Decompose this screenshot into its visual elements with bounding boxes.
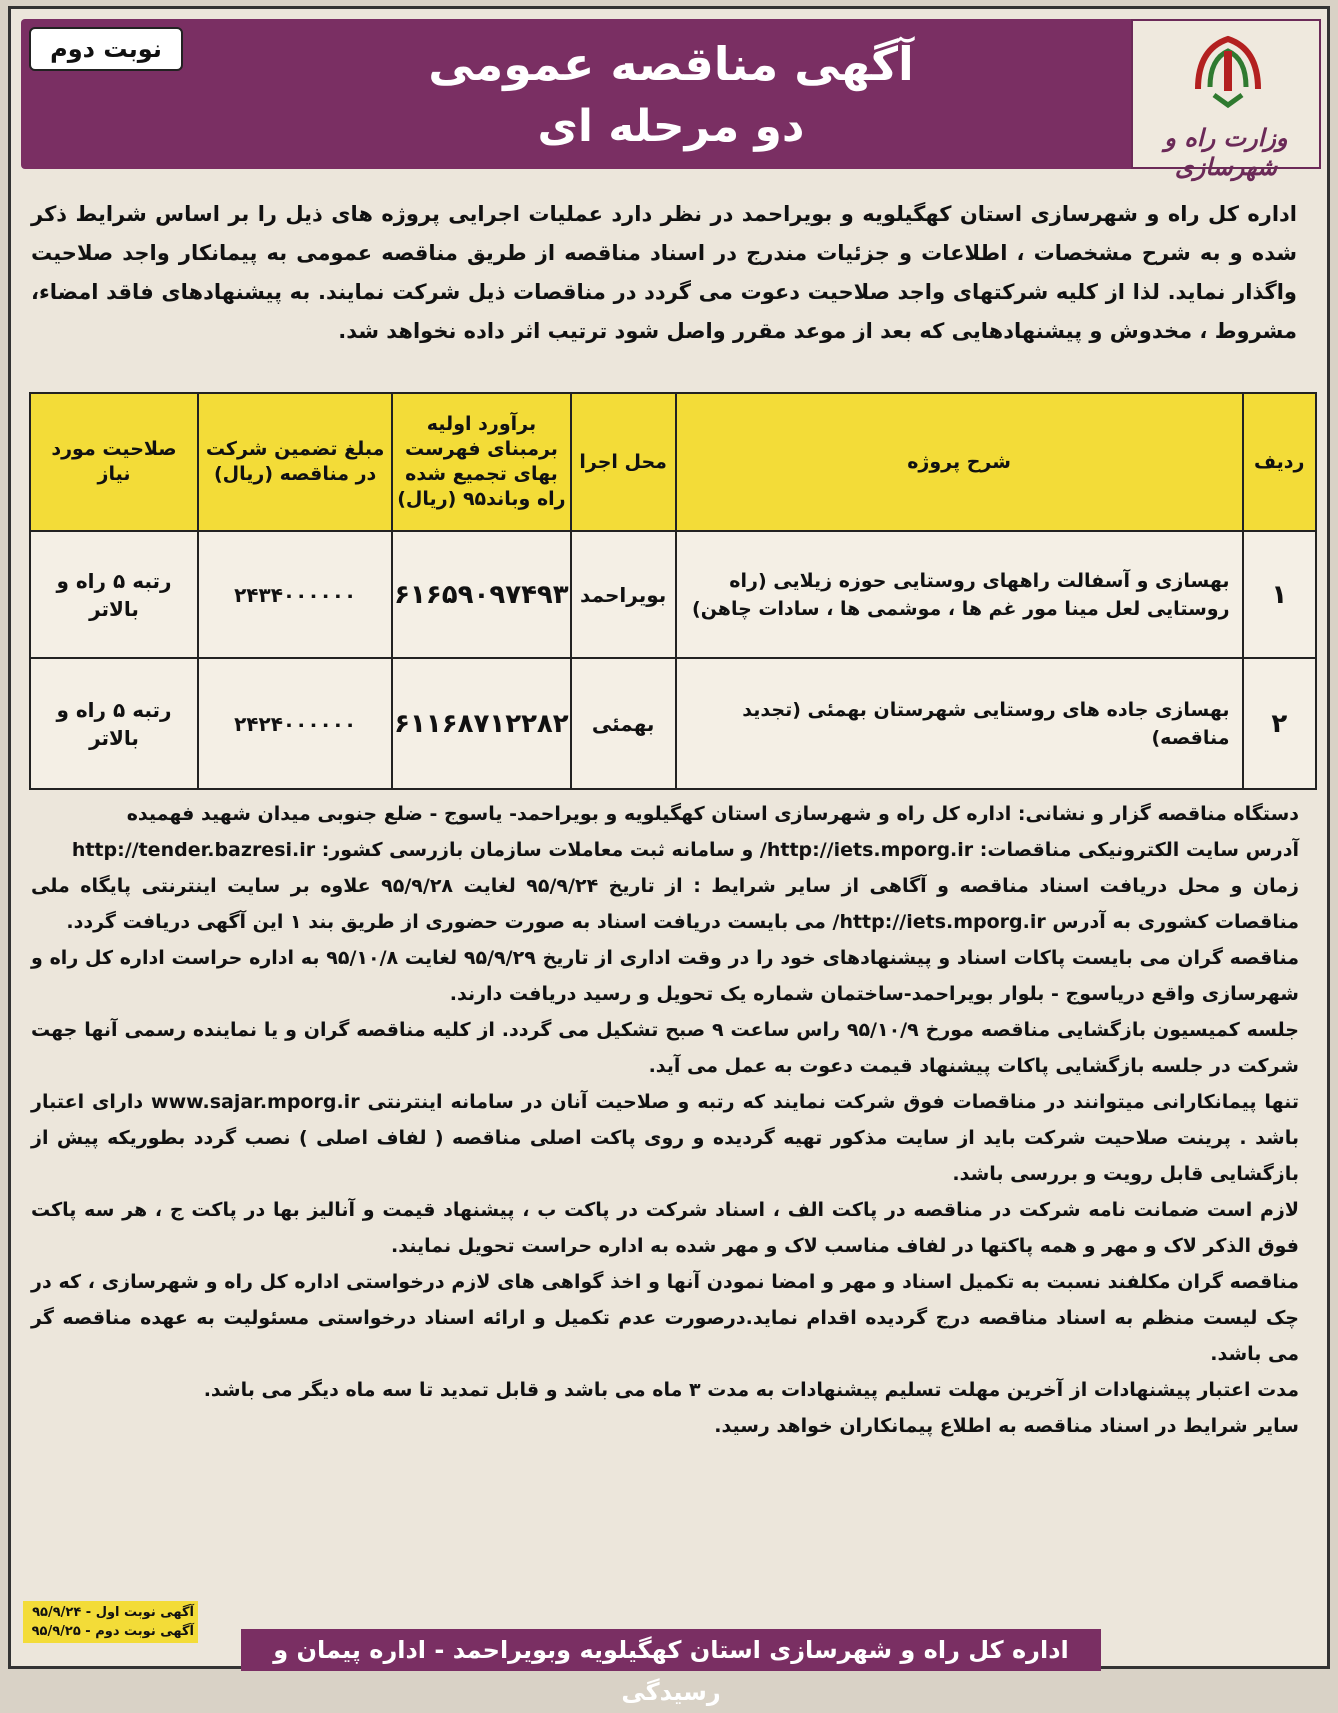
header-banner	[21, 19, 1321, 181]
paragraph-opening-session: جلسه کمیسیون بازگشایی مناقصه مورخ ۹۵/۱۰/۹ راس ساعت ۹ صبح تشکیل می گردد. از کلیه مناقصه گران و یا نماینده رسمی آنها جهت شرکت در جلسه بازگشایی پاکات پیشنهاد قیمت دعوت به عمل می آید.	[31, 1019, 1299, 1077]
paragraph-validity: مدت اعتبار پیشنهادات از آخرین مهلت تسلیم پیشنهادات به مدت ۳ ماه می باشد و قابل تمدید تا سه ماه دیگر می باشد.	[203, 1379, 1299, 1401]
paragraph-submission: مناقصه گران می بایست پاکات اسناد و پیشنهادهای خود را در وقت اداری از تاریخ ۹۵/۹/۲۹ لغایت ۹۵/۱۰/۸ به اداره حراست اداره کل راه و شهرسازی واقع دریاسوج - بلوار بویراحمد-ساختمان شماره یک تحویل و رسید دریافت دارند.	[31, 947, 1299, 1005]
cell-description: بهسازی جاده های روستایی شهرستان بهمئی (تجدید مناقصه)	[676, 658, 1243, 789]
paragraph-other-conditions: سایر شرایط در اسناد مناقصه به اطلاع پیمانکاران خواهد رسید.	[714, 1415, 1299, 1437]
cell-description: بهسازی و آسفالت راههای روستایی حوزه زیلایی (راه روستایی لعل مینا مور غم ها ، موشمی ها ، سادات چاهن)	[676, 531, 1243, 658]
col-header-row-number: ردیف	[1243, 393, 1316, 531]
cell-row-number: ۲	[1243, 658, 1316, 789]
publication-dates	[23, 1601, 198, 1643]
first-publication-date: آگهی نوبت اول - ۹۵/۹/۲۴	[32, 1605, 194, 1620]
cell-guarantee: ۲۴۳۴۰۰۰۰۰۰	[198, 531, 392, 658]
paragraph-websites: آدرس سایت الکترونیکی مناقصات: http://iets.mporg.ir/ و سامانه ثبت معاملات سازمان بازرسی کشور: http://tender.bazresi.ir	[71, 839, 1299, 861]
col-header-location: محل اجرا	[571, 393, 676, 531]
ministry-logo-box	[1131, 19, 1321, 181]
cell-estimate: ۶۱۶۵۹۰۹۷۴۹۳	[392, 531, 570, 658]
cell-row-number: ۱	[1243, 531, 1316, 658]
col-header-qualification: صلاحیت مورد نیاز	[30, 393, 198, 531]
paragraph-eligibility: تنها پیمانکارانی میتوانند در مناقصات فوق شرکت نمایند که رتبه و صلاحیت آنان در سامانه اینترنتی www.sajar.mporg.ir دارای اعتبار باشد . پرینت صلاحیت شرکت باید از سایت مذکور تهیه گردیده و روی پاکت اصلی مناقصه ( لفاف اصلی ) نصب گردد بطوریکه پیش از بازگشایی قابل رویت و بررسی باشد.	[31, 1091, 1299, 1185]
cell-location: بهمئی	[571, 658, 676, 789]
col-header-description: شرح پروژه	[676, 393, 1243, 531]
cell-qualification: رتبه ۵ راه و بالاتر	[30, 658, 198, 789]
iran-emblem-icon	[1188, 29, 1268, 109]
table-row	[30, 658, 1316, 789]
cell-guarantee: ۲۴۲۴۰۰۰۰۰۰	[198, 658, 392, 789]
footer-bar: اداره کل راه و شهرسازی استان کهگیلویه وبویراحمد - اداره پیمان و رسیدگی	[241, 1629, 1101, 1671]
paragraph-obligations: مناقصه گران مکلفند نسبت به تکمیل اسناد و مهر و امضا نمودن آنها و اخذ گواهی های لازم درخواستی اداره کل راه و شهرسازی ، که در چک لیست منظم به اسناد مناقصه درج گردیده اقدام نماید.درصورت عدم تکمیل و ارائه اسناد درخواستی مسئولیت به عهده مناقصه گر می باشد.	[31, 1271, 1299, 1365]
paragraph-documents-time: زمان و محل دریافت اسناد مناقصه و آگاهی از سایر شرایط : از تاریخ ۹۵/۹/۲۴ لغایت ۹۵/۹/۲۸ علاوه بر سایت اینترنتی پایگاه ملی مناقصات کشوری به آدرس http://iets.mporg.ir/ می بایست دریافت اسناد به صورت حضوری از طریق بند ۱ این آگهی دریافت گردد.	[31, 875, 1299, 933]
conditions-text	[31, 796, 1299, 1444]
cell-estimate: ۶۱۱۶۸۷۱۲۲۸۲	[392, 658, 570, 789]
intro-paragraph: اداره کل راه و شهرسازی استان کهگیلویه و بویراحمد در نظر دارد عملیات اجرایی پروژه های ذیل را بر اساس شرایط ذکر شده و به شرح مشخصات ، اطلاعات و جزئیات مندرج در اسناد مناقصه از طریق مناقصه عمومی به پیمانکار واجد صلاحیت واگذار نماید. لذا از کلیه شرکتهای واجد صلاحیت دعوت می گردد در مناقصات ذیل شرکت نمایند. به پیشنهادهای فاقد امضاء، مشروط ، مخدوش و پیشنهادهایی که بعد از موعد مقرر واصل شود ترتیب اثر داده نخواهد شد.	[31, 202, 1297, 343]
notice-subtitle: دو مرحله ای	[537, 101, 805, 152]
col-header-guarantee: مبلغ تضمین شرکت در مناقصه (ریال)	[198, 393, 392, 531]
table-row	[30, 531, 1316, 658]
projects-table	[29, 392, 1317, 790]
cell-location: بویراحمد	[571, 531, 676, 658]
notice-title: آگهی مناقصه عمومی	[428, 37, 914, 91]
tender-notice-page	[8, 6, 1330, 1706]
cell-qualification: رتبه ۵ راه و بالاتر	[30, 531, 198, 658]
table-header-row	[30, 393, 1316, 531]
second-publication-date: آگهی نوبت دوم - ۹۵/۹/۲۵	[31, 1624, 194, 1639]
ministry-name: وزارت راه و شهرسازی	[1164, 123, 1288, 181]
paragraph-organizer: دستگاه مناقصه گزار و نشانی: اداره کل راه و شهرسازی استان کهگیلویه و بویراحمد- یاسوج - ضلع جنوبی میدان شهید فهمیده	[126, 803, 1299, 825]
paragraph-envelopes: لازم است ضمانت نامه شرکت در مناقصه در پاکت الف ، اسناد شرکت در پاکت ب ، پیشنهاد قیمت و آنالیز بها در پاکت ج ، هر سه پاکت فوق الذکر لاک و مهر و همه پاکتها در لفاف مناسب لاک و مهر شده به اداره حراست تحویل نمایند.	[31, 1199, 1299, 1257]
turn-badge: نوبت دوم	[29, 27, 183, 71]
col-header-estimate: برآورد اولیه برمبنای فهرست بهای تجمیع شده راه وباند۹۵ (ریال)	[392, 393, 570, 531]
